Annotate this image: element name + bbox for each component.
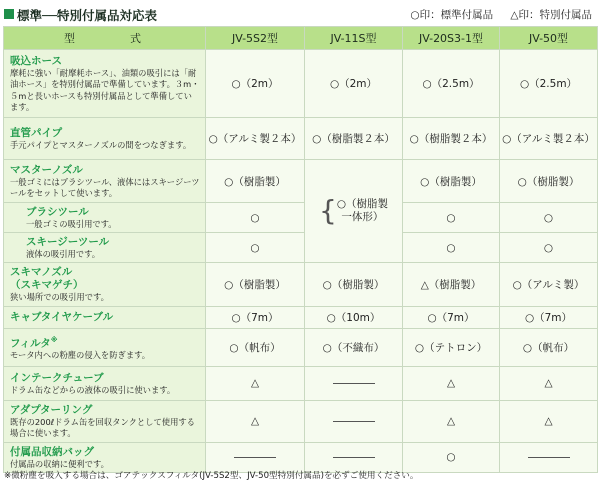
cell-value: ○（帆布） bbox=[206, 328, 305, 366]
cell-value: ○（2m） bbox=[206, 50, 305, 118]
cell-value: ○（樹脂製） bbox=[206, 160, 305, 203]
item-cable bbox=[4, 306, 206, 328]
dash-mark bbox=[234, 457, 276, 458]
table-row-master-nozzle bbox=[4, 160, 598, 203]
item-name: スキマノズル bbox=[10, 266, 73, 279]
cell-value-none bbox=[305, 400, 403, 442]
cell-value: ○（樹脂製） bbox=[500, 160, 598, 203]
item-name: 直管パイプ bbox=[10, 126, 63, 139]
cell-value: △ bbox=[500, 400, 598, 442]
merged-line-1: ○（樹脂製 bbox=[336, 198, 388, 211]
item-storage-bag bbox=[4, 442, 206, 472]
cell-value: ○（樹脂製） bbox=[305, 263, 403, 306]
item-desc: 狭い場所での吸引用です。 bbox=[10, 292, 109, 303]
item-desc: 摩耗に強い「耐摩耗ホース」、油類の吸引には「耐油ホース」を特別付属品で準備しています。３m・５mと長いホースも特別付属品として準備しています。 bbox=[10, 68, 200, 112]
item-name: 吸込ホース bbox=[10, 55, 62, 68]
cell-value-none bbox=[500, 442, 598, 472]
cell-value: ○ bbox=[403, 233, 500, 263]
dash-mark bbox=[333, 457, 375, 458]
merged-line-2: 一体形） bbox=[341, 211, 384, 224]
cell-value: ○ bbox=[500, 203, 598, 233]
cell-value: ○（2.5m） bbox=[500, 50, 598, 118]
column-header-jv50: JV-50型 bbox=[500, 27, 598, 50]
item-desc: 既存の200ℓドラム缶を回収タンクとして使用する場合に使います。 bbox=[10, 416, 195, 439]
cell-value: ○ bbox=[500, 233, 598, 263]
item-squeegee-tool bbox=[4, 233, 206, 263]
cell-value: ○（アルミ製） bbox=[500, 263, 598, 306]
cell-value: ○（10m） bbox=[305, 306, 403, 328]
item-name: ブラシツール bbox=[26, 206, 89, 218]
cell-value: △ bbox=[206, 366, 305, 400]
item-name: フィルタ※ bbox=[10, 335, 58, 350]
column-header-jv11s: JV-11S型 bbox=[305, 27, 403, 50]
item-desc: 一般ゴミの吸引用です。 bbox=[26, 219, 117, 229]
cell-value: ○（樹脂製） bbox=[206, 263, 305, 306]
column-header-jv20s3: JV-20S3-1型 bbox=[403, 27, 500, 50]
cell-value-merged bbox=[305, 160, 403, 263]
item-name-sub: （スキマゲチ） bbox=[10, 279, 84, 292]
item-desc: 手元パイプとマスターノズルの間をつなぎます。 bbox=[10, 139, 192, 150]
cell-value-none bbox=[305, 442, 403, 472]
item-pipe bbox=[4, 118, 206, 160]
cell-value: △ bbox=[500, 366, 598, 400]
cell-value: ○ bbox=[206, 203, 305, 233]
column-header-jv5s2: JV-5S2型 bbox=[206, 27, 305, 50]
item-name: 付属品収納バッグ bbox=[10, 445, 94, 458]
cell-value: △（樹脂製） bbox=[403, 263, 500, 306]
cell-value: △ bbox=[403, 366, 500, 400]
dash-mark bbox=[528, 457, 570, 458]
item-brush-tool bbox=[4, 203, 206, 233]
table-row-storage-bag bbox=[4, 442, 598, 472]
item-desc: 付属品の収納に便利です。 bbox=[10, 458, 109, 469]
cell-value: ○（不織布） bbox=[305, 328, 403, 366]
item-name: アダプターリング bbox=[10, 403, 93, 416]
footnote: ※微粉塵を吸入する場合は、ゴアテックスフィルタ(JV-5S2型、JV-50型特別付属品)を必ずご使用ください。 bbox=[4, 471, 419, 481]
cell-value: ○（アルミ製２本） bbox=[500, 118, 598, 160]
accessory-table bbox=[3, 26, 598, 473]
column-header-type: 型 式 bbox=[4, 27, 206, 50]
legend-special: △印：特別付属品 bbox=[510, 9, 592, 21]
cell-value: ○（7m） bbox=[206, 306, 305, 328]
cell-value: ○ bbox=[403, 442, 500, 472]
page-header bbox=[4, 6, 596, 24]
dash-mark bbox=[333, 421, 375, 422]
legend bbox=[396, 7, 592, 22]
dash-mark bbox=[333, 383, 375, 384]
page-title: 標準──特別付属品対応表 bbox=[17, 8, 158, 23]
cell-value: △ bbox=[403, 400, 500, 442]
cell-value: ○（樹脂製） bbox=[403, 160, 500, 203]
item-skimmer-nozzle bbox=[4, 263, 206, 306]
cell-value: ○（アルミ製２本） bbox=[206, 118, 305, 160]
table-row-adapter-ring bbox=[4, 400, 598, 442]
cell-value: ○（7m） bbox=[500, 306, 598, 328]
item-name: キャブタイヤケーブル bbox=[10, 311, 114, 324]
table-row-squeegee-tool bbox=[4, 233, 598, 263]
table-row-intake-tube bbox=[4, 366, 598, 400]
cell-value: ○（2.5m） bbox=[403, 50, 500, 118]
item-adapter-ring bbox=[4, 400, 206, 442]
brace-icon: { bbox=[319, 194, 337, 228]
item-name: スキージーツール bbox=[26, 236, 110, 249]
table-row-brush-tool bbox=[4, 203, 598, 233]
cell-value: ○（7m） bbox=[403, 306, 500, 328]
table-header-row bbox=[4, 27, 598, 50]
table-row-skimmer-nozzle bbox=[4, 263, 598, 306]
item-desc: 一般ゴミにはブラシツール、液体にはスキージーツールをセットして使います。 bbox=[10, 176, 200, 198]
cell-value-none bbox=[206, 442, 305, 472]
cell-value: △ bbox=[206, 400, 305, 442]
table-row-filter bbox=[4, 328, 598, 366]
cell-value: ○ bbox=[206, 233, 305, 263]
table-row-hose bbox=[4, 50, 598, 118]
cell-value: ○（樹脂製２本） bbox=[305, 118, 403, 160]
cell-value: ○（テトロン） bbox=[403, 328, 500, 366]
cell-value: ○ bbox=[403, 203, 500, 233]
item-name: インテークチューブ bbox=[10, 371, 104, 384]
cell-value: ○（帆布） bbox=[500, 328, 598, 366]
item-hose bbox=[4, 50, 206, 118]
title-marker-icon bbox=[4, 9, 14, 19]
item-filter bbox=[4, 328, 206, 366]
cell-value: ○（2m） bbox=[305, 50, 403, 118]
cell-value-none bbox=[305, 366, 403, 400]
footnote-mark: ※ bbox=[50, 335, 58, 344]
table-row-pipe bbox=[4, 118, 598, 160]
cell-value: ○（樹脂製２本） bbox=[403, 118, 500, 160]
table-row-cable bbox=[4, 306, 598, 328]
item-intake-tube bbox=[4, 366, 206, 400]
item-desc: モータ内への粉塵の侵入を防ぎます。 bbox=[10, 350, 151, 361]
item-desc: 液体の吸引用です。 bbox=[26, 249, 101, 260]
legend-standard: ○印：標準付属品 bbox=[410, 9, 494, 21]
item-master-nozzle bbox=[4, 160, 206, 203]
item-name: マスターノズル bbox=[10, 163, 83, 176]
item-desc: ドラム缶などからの液体の吸引に使います。 bbox=[10, 384, 176, 395]
